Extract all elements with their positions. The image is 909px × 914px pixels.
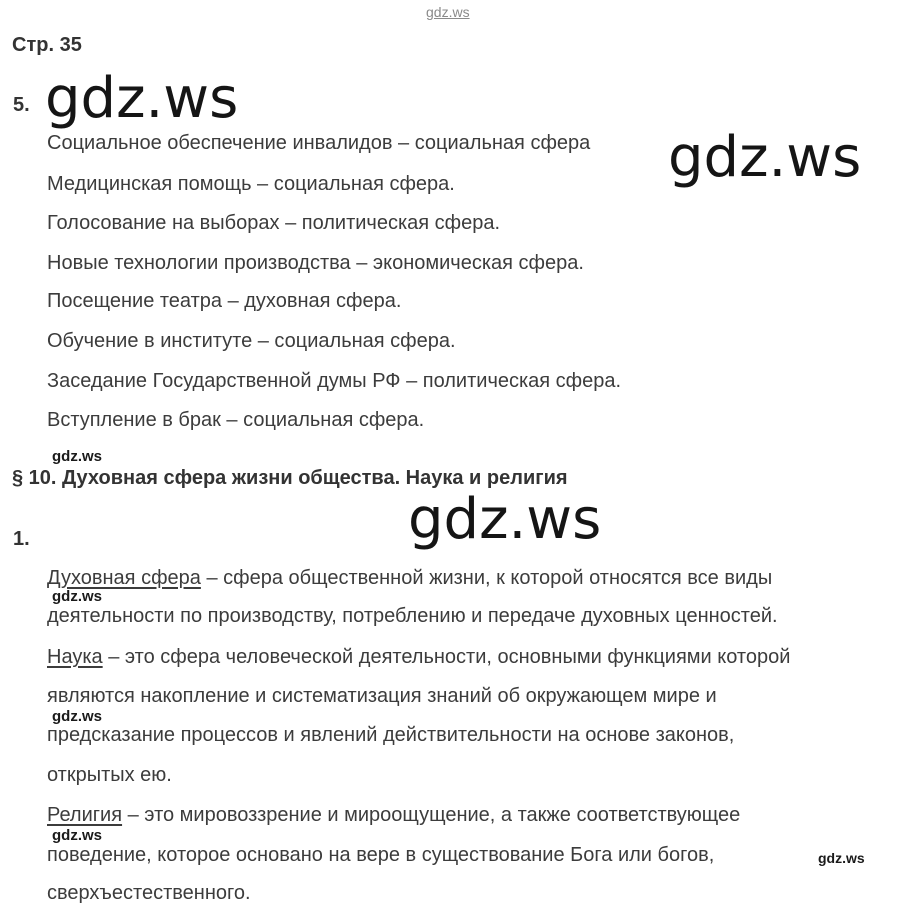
answer-line: Голосование на выборах – политическая сфера. [47,212,501,234]
term-spiritual-sphere: Духовная сфера [47,567,201,589]
definition-line: деятельности по производству, потреблению и передаче духовных ценностей. [47,605,778,627]
task-5-number: 5. [13,94,30,116]
definition-line: сверхъестественного. [47,882,251,904]
answer-line: Заседание Государственной думы РФ – политическая сфера. [47,370,622,392]
answer-line: Посещение театра – духовная сфера. [47,290,402,312]
watermark-small: gdz.ws [818,850,865,866]
watermark-small: gdz.ws [52,588,103,605]
definition-science: Наука – это сфера человеческой деятельности, основными функциями которой [47,646,791,668]
answer-line: Вступление в брак – социальная сфера. [47,409,425,431]
definition-line: предсказание процессов и явлений действительности на основе законов, [47,724,735,746]
section-heading: § 10. Духовная сфера жизни общества. Наука и религия [12,467,568,489]
term-religion: Религия [47,804,123,826]
definition-line: открытых ею. [47,764,172,786]
term-science: Наука [47,646,103,668]
watermark-large-3: gdz.ws [408,487,602,552]
watermark-small: gdz.ws [52,448,103,465]
watermark-small: gdz.ws [52,708,103,725]
answer-line: Социальное обеспечение инвалидов – социальная сфера [47,132,591,154]
definition-spiritual-sphere: Духовная сфера – сфера общественной жизни, к которой относятся все виды [47,567,773,589]
watermark-small: gdz.ws [52,827,103,844]
answer-line: Обучение в институте – социальная сфера. [47,330,456,352]
watermark-top: gdz.ws [426,4,470,20]
definition-religion: Религия – это мировоззрение и мироощущение, а также соответствующее [47,804,741,826]
answer-line: Медицинская помощь – социальная сфера. [47,173,455,195]
definition-line: являются накопление и систематизация знаний об окружающем мире и [47,685,717,707]
watermark-large-2: gdz.ws [668,125,862,190]
page-label: Стр. 35 [12,34,82,56]
watermark-large-1: gdz.ws [45,66,239,131]
definition-line: поведение, которое основано на вере в существование Бога или богов, [47,844,715,866]
answer-line: Новые технологии производства – экономическая сфера. [47,252,584,274]
task-1-number: 1. [13,528,30,550]
